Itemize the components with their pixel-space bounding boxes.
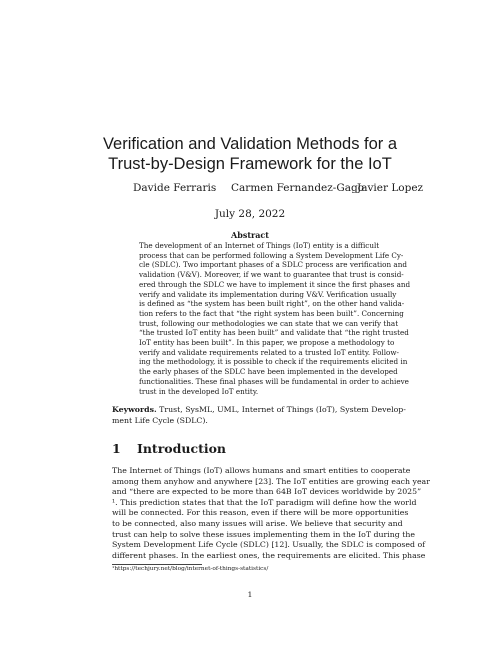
abstract-line: validation (V&V). Moreover, if we want to guarantee that trust is consid- <box>139 270 404 280</box>
introduction-line: different phases. In the earliest ones, the requirements are elicited. This phase <box>112 550 426 560</box>
introduction-line: and “there are expected to be more than 64B IoT devices worldwide by 2025” <box>112 487 422 497</box>
abstract-line: process that can be performed following a System Development Life Cy- <box>139 250 404 260</box>
introduction-line: The Internet of Things (IoT) allows humans and smart entities to cooperate <box>112 466 411 475</box>
introduction-line: among them anyhow and anywhere [23]. The IoT entities are growing each year <box>112 476 430 486</box>
abstract-line: “the trusted IoT entity has been built” and validate that “the right trusted <box>139 328 409 338</box>
footnote-rule <box>112 564 202 565</box>
abstract-line: cle (SDLC). Two important phases of a SDLC process are verification and <box>139 260 407 270</box>
author-1: Davide Ferraris <box>133 182 217 194</box>
title-line-2: Trust-by-Design Framework for the IoT <box>108 155 392 173</box>
abstract-body <box>139 241 411 396</box>
abstract-heading: Abstract <box>231 230 269 240</box>
abstract-line: ered through the SDLC we have to implement it since the first phases and <box>139 279 411 289</box>
abstract-line: verify and validate requirements related to a trusted IoT entity. Follow- <box>139 347 399 357</box>
keywords-label: Keywords. <box>112 405 157 414</box>
abstract-line: functionalities. These final phases will be fundamental in order to achieve <box>139 376 409 386</box>
abstract-line: verify and validate its implementation during V&V. Verification usually <box>139 289 397 299</box>
introduction-line: will be connected. For this reason, even if there will be more opportunities <box>112 508 409 518</box>
abstract-line: trust, following our methodologies we can state that we can verify that <box>139 318 399 328</box>
introduction-body <box>112 466 430 561</box>
author-2: Carmen Fernandez-Gago <box>231 182 365 194</box>
abstract-line: The development of an Internet of Things (IoT) entity is a difficult <box>139 241 380 250</box>
section-title: Introduction <box>137 441 227 456</box>
title-line-1: Verification and Validation Methods for a <box>102 135 398 153</box>
keywords-line-1 <box>112 405 406 416</box>
paper-title <box>0 134 500 174</box>
abstract-line: IoT entity has been built”. In this paper, we propose a methodology to <box>139 338 395 348</box>
paper-date: July 28, 2022 <box>214 208 286 220</box>
footnote: ¹https://techjury.net/blog/internet-of-things-statistics/ <box>112 566 269 572</box>
keywords-line-2: ment Life Cycle (SDLC). <box>112 415 208 425</box>
introduction-line: to be connected, also many issues will arise. We believe that security and <box>112 518 403 528</box>
introduction-line: trust can help to solve these issues implementing them in the IoT during the <box>112 529 416 539</box>
abstract-line: tion refers to the fact that “the right system has been built”. Concerning <box>139 308 404 318</box>
abstract-line: trust in the developed IoT entity. <box>139 386 259 396</box>
introduction-line: ¹. This prediction states that that the IoT paradigm will define how the world <box>112 497 417 507</box>
keywords <box>112 405 406 426</box>
page-number: 1 <box>247 590 253 599</box>
abstract-line: the early phases of the SDLC have been implemented in the developed <box>139 367 398 377</box>
abstract-line: ing the methodology, it is possible to check if the requirements elicited in <box>139 357 408 367</box>
keywords-text-1: Trust, SysML, UML, Internet of Things (IoT), System Develop- <box>159 405 406 414</box>
introduction-line: System Development Life Cycle (SDLC) [12]. Usually, the SDLC is composed of <box>112 540 426 550</box>
abstract-line: is defined as “the system has been built right”, on the other hand valida- <box>139 299 405 309</box>
author-3: Javier Lopez <box>357 182 424 194</box>
section-number: 1 <box>112 441 121 456</box>
section-heading <box>112 441 226 456</box>
